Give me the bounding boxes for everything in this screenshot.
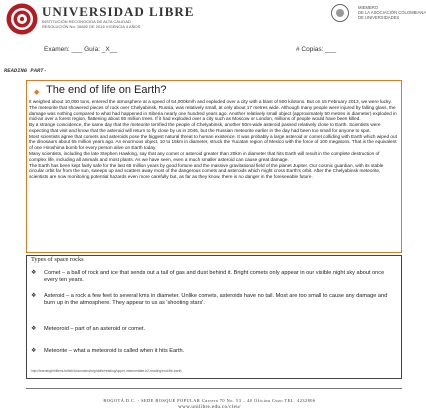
header-subtitle-2: RESOLUCIÓN No. 16892 DE 2016 VIGENCIA 4 AÑOS <box>42 24 141 29</box>
diamond-outline-icon: ❖ <box>31 270 37 276</box>
article-title: The end of life on Earth? <box>46 84 167 96</box>
article-paragraph: Many scientists, including the late Stephen Hawking, say that any comet or asteroid greater than 20km in diameter that hits Earth will result in the complete destruction of complex life, including all animals and most plants. As we have seen, even a much smaller asteroid can cause great damage. <box>29 151 380 162</box>
article-paragraph: By a strange coincidence, the same day that the meteorite terrified the people of Chelyabinsk, another 50m-wide asteroid passed relatively close to Earth. Scientists were expecting that visit and know that the asteroid will return to fly close by us in 2046, but the Russian meteorite earlier in the day had been too small for anyone to spot. <box>29 122 381 133</box>
seal-center <box>336 9 344 17</box>
diamond-outline-icon: ❖ <box>31 293 37 299</box>
university-logo <box>6 3 38 35</box>
member-line-1: MIEMBRO <box>358 5 379 10</box>
rock-definition: Comet – a ball of rock and ice that sends out a tail of gas and dust behind it. Bright comets only appear in our visible night sky about once every ten years. <box>44 270 385 283</box>
rock-definition: Meteoroid – part of an asteroid or comet. <box>44 326 146 332</box>
copies-line: # Copias: ___ <box>296 46 337 53</box>
diamond-outline-icon: ❖ <box>31 326 37 332</box>
footer-address: BOGOTÁ D.C. - SEDE BOSQUE POPULAR Carrera 70 No. 53 – 40 Oficina Cuzo TEL. 4232806 <box>103 398 316 403</box>
diamond-icon: ◆ <box>34 89 40 96</box>
list-item <box>31 270 395 284</box>
diamond-outline-icon: ❖ <box>31 348 37 354</box>
article-paragraph: The Earth has been kept fairly safe for the last 65 million years by good fortune and the massive gravitational field of the planet Jupiter. Our cosmic guardian, with its stable circular orbit far from the sun, sweeps up and scatters away most of the dangerous comets and asteroids which might cross Earth's orbit. After the Chelyabinsk meteorite, scientists are now monitoring potential hazards even more carefully but, as far as they know, there is no danger in the foreseeable future. <box>29 162 384 180</box>
rock-definition: Asteroid – a rock a few feet to several kms in diameter. Unlike comets, asteroids have no tail. Most are too small to cause any damage and burn up in the atmosphere. They appear to us as 'shooting stars'. <box>44 293 388 306</box>
footer-divider <box>26 388 402 389</box>
list-item <box>31 293 395 307</box>
university-name: UNIVERSIDAD LIBRE <box>42 4 195 19</box>
article-paragraph: Most scientists agree that comets and asteroids pose the biggest natural threat to human existence. It was probably a large asteroid or comet colliding with Earth which wiped out the dinosaurs about 65 million years ago. An enormous object, 10 to 15km in diameter, struck the Yucatan region of Mexico with the force of 100 megatons. That is the equivalent of one Hiroshima bomb for every person alive on Earth today. <box>29 133 397 151</box>
reading-part-label: READING PART- <box>4 67 47 74</box>
footer-website-link[interactable]: www.unilibre.edu.co/cleu/ <box>178 405 241 410</box>
source-link[interactable]: http://learningbrhitiens.british/tchconsecl/org/sildle/reading/upper-intermediate-b2-reading/end-life-earth <box>31 369 182 373</box>
list-item <box>31 348 395 355</box>
rock-definition: Meteorite – what a meteoroid is called when it hits Earth. <box>44 348 185 354</box>
list-item <box>31 326 395 333</box>
article-body <box>29 99 397 180</box>
member-line-2: DE LA ASOCIACIÓN COLOMBIANA <box>358 10 426 15</box>
exam-guide-line: Examen: ___ Guía: _X__ <box>44 46 117 53</box>
header-subtitle-1: INSTITUCIÓN RECONOCIDA DE ALTA CALIDAD <box>42 19 131 24</box>
article-paragraph: It weighed about 10,000 tons, entered the atmosphere at a speed of 64,000km/h and exploded over a city with a blast of 500 kilotons. But on 15 February 2013, we were lucky. The meteorite that showered pieces of rock over Chelyabinsk, Russia, was relatively small, at only about 17 metres wide. Although many people were injured by falling glass, the damage was nothing compared to what had happened in Siberia nearly one hundred years ago. Another relatively small object (approximately 50 metres in diameter) exploded in mid-air over a forest region, flattening about 80 million trees. If it had exploded over a city such as Moscow or London, millions of people would have been killed. <box>29 99 397 122</box>
member-line-3: DE UNIVERSIDADES <box>358 15 400 20</box>
space-rocks-title: Types of space rocks <box>31 256 84 263</box>
